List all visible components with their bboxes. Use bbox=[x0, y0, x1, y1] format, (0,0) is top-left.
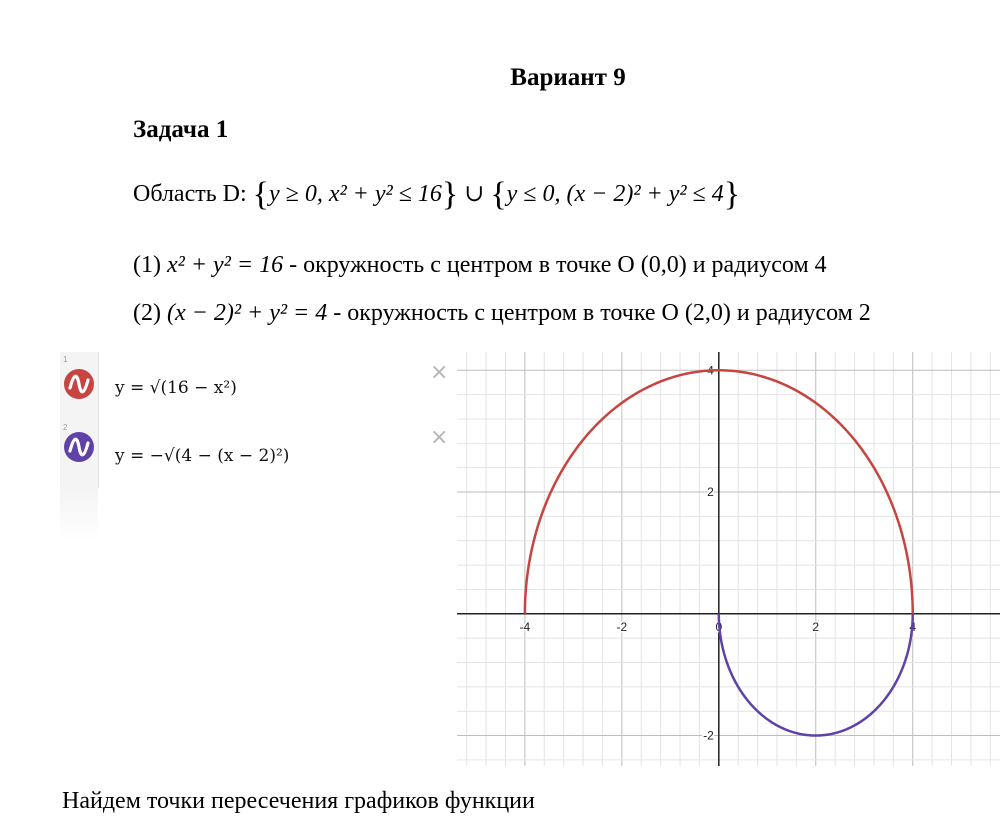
expression-index: 2 bbox=[63, 423, 68, 432]
equation-number: (2) bbox=[133, 300, 161, 326]
document-title: Вариант 9 bbox=[510, 64, 626, 91]
expression-row-2[interactable] bbox=[60, 420, 457, 489]
region-definition: Область D: {y ≥ 0, x² + y² ≤ 16} ∪ {y ≤ 0, (x − 2)² + y² ≤ 4} bbox=[133, 176, 741, 213]
plot-background bbox=[457, 352, 1000, 766]
region-label: Область D: bbox=[133, 181, 247, 207]
y-tick-label: 4 bbox=[707, 363, 714, 378]
y-tick-label: -2 bbox=[703, 728, 714, 743]
union-symbol: ∪ bbox=[464, 181, 485, 207]
equation-number: (1) bbox=[133, 252, 161, 278]
region-set-2: y ≤ 0, (x − 2)² + y² ≤ 4 bbox=[506, 181, 724, 207]
equation-description: - окружность с центром в точке О (0,0) и радиусом 4 bbox=[289, 252, 827, 278]
close-icon[interactable]: × bbox=[430, 425, 449, 450]
x-tick-label: -2 bbox=[616, 619, 628, 634]
expression-index: 1 bbox=[63, 355, 68, 364]
y-tick-label: 2 bbox=[707, 485, 714, 500]
close-icon[interactable]: × bbox=[430, 360, 449, 385]
equation-line-1 bbox=[133, 252, 827, 279]
task-heading: Задача 1 bbox=[133, 116, 229, 143]
x-tick-label: -4 bbox=[519, 619, 531, 634]
equation: x² + y² = 16 bbox=[166, 252, 284, 278]
equation-line-2 bbox=[133, 300, 871, 327]
expression-text[interactable]: y = −√(4 − (x − 2)²) bbox=[115, 446, 290, 466]
equation-description: - окружность с центром в точке О (2,0) и радиусом 2 bbox=[333, 300, 871, 326]
region-set-1: y ≥ 0, x² + y² ≤ 16 bbox=[269, 181, 442, 207]
graph-canvas[interactable] bbox=[457, 352, 1000, 766]
x-tick-label: 4 bbox=[909, 619, 917, 634]
x-tick-label: 2 bbox=[812, 619, 820, 634]
wave-icon[interactable] bbox=[64, 369, 94, 399]
expression-row-1[interactable] bbox=[60, 352, 457, 421]
footer-text: Найдем точки пересечения графиков функции bbox=[62, 788, 535, 814]
expression-row-3[interactable] bbox=[60, 488, 457, 542]
equation: (x − 2)² + y² = 4 bbox=[166, 300, 328, 326]
expression-text[interactable]: y = √(16 − x²) bbox=[115, 378, 237, 398]
wave-icon[interactable] bbox=[64, 432, 94, 462]
expression-list bbox=[60, 352, 457, 542]
x-tick-label: 0 bbox=[715, 619, 723, 634]
